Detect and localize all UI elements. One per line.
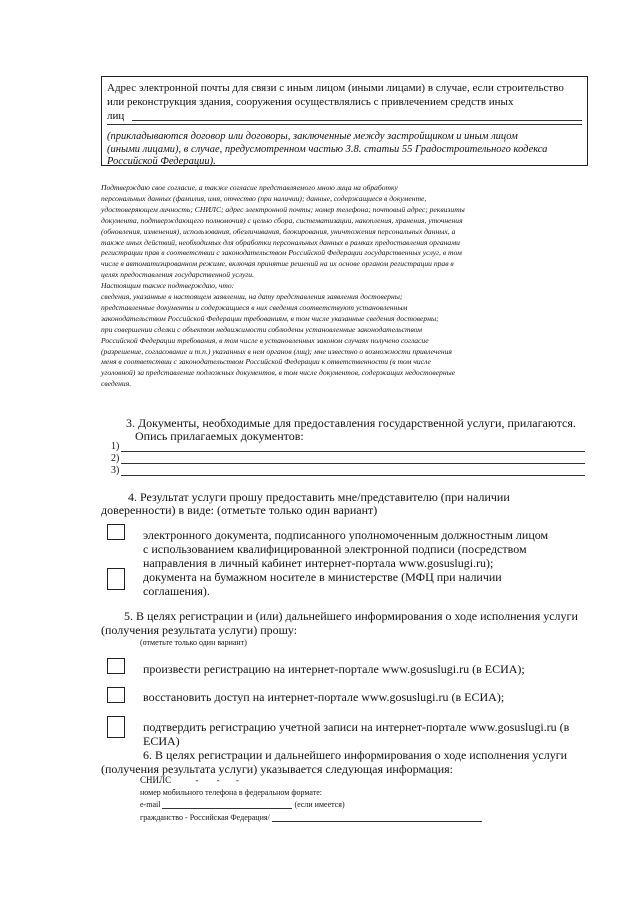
consent-line: Российской Федерации требования, в том числе в установленных законом случаях получено согласие [101, 335, 429, 345]
consent-line: уголовной) за представление подложных документов, в том числе документов, содержащих недостоверные [101, 368, 456, 378]
result-paper-line-1: документа на бумажном носителе в министерстве (МФЦ при наличии [143, 570, 502, 584]
result-electronic-line-2: с использованием квалифицированной электронной подписи (посредством [143, 542, 527, 556]
restore-esia-label: восстановить доступ на интернет-портале www.gosuslugi.ru (в ЕСИА); [143, 690, 505, 704]
section6-line-2: (получения результата услуги) указывается следующая информация: [101, 762, 453, 776]
consent-line: Подтверждаю свое согласие, а также согласие представляемого мною лица на обработку [101, 183, 398, 192]
register-esia-label: произвести регистрацию на интернет-портале www.gosuslugi.ru (в ЕСИА); [143, 662, 525, 676]
document-item-1[interactable] [111, 441, 119, 452]
snils-label-text: СНИЛС [140, 775, 172, 785]
section3-title: 3. Документы, необходимые для предоставления государственной услуги, прилагаются. [126, 416, 576, 430]
confirm-esia-line-2: ЕСИА) [143, 734, 180, 748]
email-input-line[interactable] [132, 120, 582, 121]
consent-line: удостоверяющем личность; СНИЛС; адрес электронной почты; номер телефона; почтовый адрес; реквизиты [101, 204, 465, 214]
snils-sep-1: - [195, 775, 199, 785]
result-electronic-line-3: направления в личный кабинет интернет-портала www.gosuslugi.ru); [143, 556, 494, 570]
consent-line: (обновления, изменения), использования, обезличивания, блокирования, уничтожения персональных данных, а [101, 226, 456, 236]
consent-line: сведения, указанные в настоящем заявлении, на дату представления заявления достоверны; [101, 292, 403, 301]
consent-line: числе в автоматизированном режиме, включая принятие решений на их основе органом регистрации прав в [101, 259, 454, 269]
confirm-esia-line-1: подтвердить регистрацию учетной записи на интернет-портале www.gosuslugi.ru (в [143, 720, 570, 734]
phone-label: номер мобильного телефона в федеральном формате: [140, 788, 323, 797]
snils-sep-2: - [216, 775, 220, 785]
frame-line-3: лиц [107, 110, 125, 122]
section5-line-2: (получения результата услуги) прошу: [101, 623, 298, 637]
register-esia-checkbox[interactable] [107, 658, 125, 674]
section4-line-1: 4. Результат услуги прошу предоставить мне/представителю (при наличии [128, 490, 510, 504]
email-frame [101, 76, 588, 166]
result-electronic-checkbox[interactable] [107, 524, 125, 540]
consent-line: при совершении сделки с объектом недвижимости соблюдены установленные законодательством [101, 324, 423, 334]
section3-subtitle: Опись прилагаемых документов: [135, 429, 304, 443]
result-paper-line-2: соглашения). [143, 584, 210, 598]
frame-line-1: Адрес электронной почты для связи с иным лицом (иными лицами) в случае, если строительство [107, 82, 564, 94]
consent-line: персональных данных (фамилия, имя, отчество (при наличии); данные, содержащиеся в документе, [101, 193, 427, 203]
consent-line: регистрации прав в соответствии с законодательством Российской Федерации государственных услуг, в том [101, 248, 462, 258]
consent-line: представленные документы и содержащиеся в них сведения соответствуют установленным [101, 302, 408, 312]
consent-line: сведения. [101, 379, 132, 389]
consent-line: документа, подтверждающего полномочия) с целью сбора, систематизации, накопления, хранения, уточнения [101, 215, 463, 225]
consent-line: (разрешение, согласование и т.п.) указанных в нем органов (лиц); мне известно о возможности привлечения [101, 346, 452, 356]
confirm-esia-checkbox[interactable] [107, 716, 125, 738]
consent-line: меня в соответствии с законодательством Российской Федерации к ответственности (в том числе [101, 357, 431, 367]
document-item-2[interactable] [111, 453, 119, 464]
frame-note-2: (иными лицами), в случае, предусмотренном частью 3.8. статьи 55 Градостроительного кодекса [107, 144, 548, 155]
email-note: (если имеется) [294, 800, 345, 809]
section5-hint: (отметьте только один вариант) [140, 638, 247, 647]
citizenship-input[interactable] [272, 813, 482, 822]
consent-line: также иных действий, необходимых для обработки персональных данных в рамках предоставления органами [101, 237, 460, 247]
document-item-2-number: 2) [111, 453, 120, 464]
result-paper-checkbox[interactable] [107, 568, 125, 590]
frame-note-3: Российской Федерации). [107, 156, 216, 167]
consent-line: целях предоставления государственной услуги. [101, 270, 254, 280]
result-electronic-line-1: электронного документа, подписанного уполномоченным должностным лицом [143, 528, 549, 542]
citizenship-label: гражданство - Российская Федерация/ [140, 813, 270, 822]
email-input-line-2[interactable] [107, 124, 582, 125]
document-item-1-number: 1) [111, 441, 120, 452]
restore-esia-checkbox[interactable] [107, 687, 125, 703]
snils-label [140, 775, 239, 785]
section5-line-1: 5. В целях регистрации и (или) дальнейшего информирования о ходе исполнения услуги [124, 609, 578, 623]
consent-line: Настоящим также подтверждаю, что: [101, 281, 235, 291]
frame-note-1: (прикладываются договор или договоры, заключенные между застройщиком и иным лицом [107, 131, 518, 142]
consent-line: законодательством Российской Федерации требованиям, в том числе указанные сведения достоверны; [101, 313, 439, 323]
snils-sep-3: - [235, 775, 239, 785]
document-item-3-number: 3) [111, 465, 120, 476]
frame-line-2: или реконструкция здания, сооружения осуществлялись с привлечением средств иных [107, 96, 514, 108]
citizenship-row [140, 813, 482, 822]
document-item-3[interactable] [111, 465, 119, 476]
section6-line-1: 6. В целях регистрации и дальнейшего информирования о ходе исполнения услуги [143, 748, 568, 762]
email-row [140, 800, 345, 809]
section4-line-2: доверенности) в виде: (отметьте только один вариант) [101, 503, 378, 517]
email-label: e-mail [140, 800, 161, 809]
email-input[interactable] [162, 800, 292, 809]
